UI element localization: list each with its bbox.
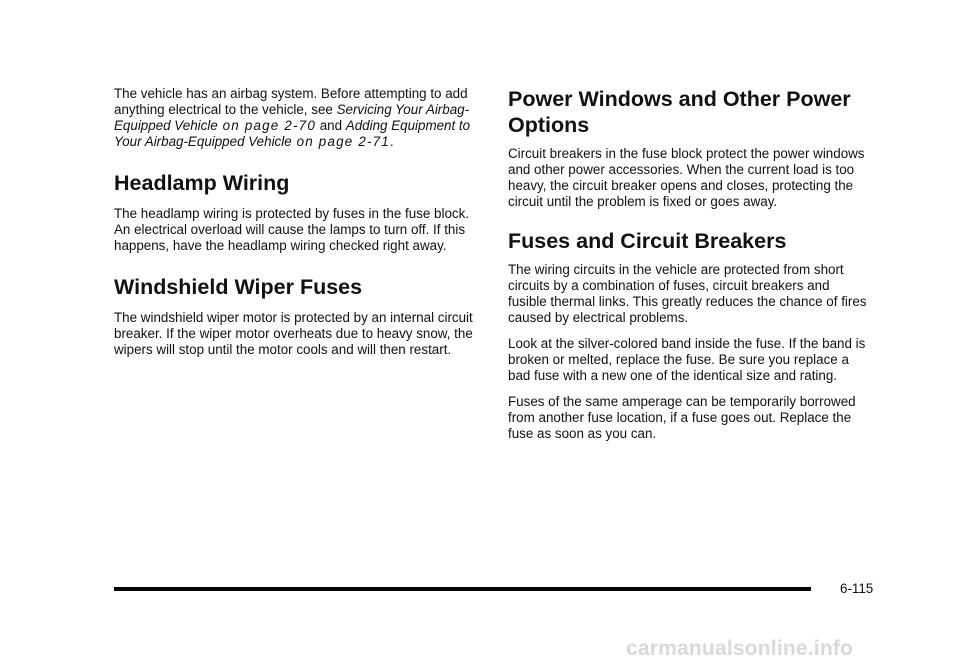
footer-rule xyxy=(114,587,811,591)
intro-period: . xyxy=(389,134,394,149)
page-ref-2-70[interactable]: on page 2-70 xyxy=(217,118,316,133)
left-column xyxy=(114,86,476,368)
watermark: carmanualsonline.info xyxy=(626,637,854,660)
heading-power-windows: Power Windows and Other Power Options xyxy=(508,87,851,137)
fuses-paragraph-1: The wiring circuits in the vehicle are protected from short circuits by a combination of fuses, circuit breakers and fusible thermal links. This greatly reduces the chance of fires caused by electrical problems. xyxy=(508,262,867,325)
link-servicing-airbag[interactable]: Servicing Your Airbag-Equipped Vehicle xyxy=(114,102,470,133)
power-windows-paragraph: Circuit breakers in the fuse block protect the power windows and other power accessories. When the current load is too heavy, the circuit breaker opens and closes, protecting the circuit until the problem is fixed or goes away. xyxy=(508,146,865,209)
heading-windshield-wiper-fuses: Windshield Wiper Fuses xyxy=(114,275,363,299)
heading-fuses-circuit-breakers: Fuses and Circuit Breakers xyxy=(508,229,787,253)
link-adding-equipment[interactable]: Adding Equipment to Your Airbag-Equipped Vehicle xyxy=(114,118,471,149)
airbag-intro-paragraph xyxy=(114,86,476,150)
intro-text: The vehicle has an airbag system. Before attempting to add anything electrical to the vehicle, see xyxy=(114,86,468,117)
intro-and: and xyxy=(315,118,346,133)
page-ref-2-71[interactable]: on page 2-71 xyxy=(291,134,390,149)
fuses-paragraph-3: Fuses of the same amperage can be temporarily borrowed from another fuse location, if a fuse goes out. Replace the fuse as soon as you can. xyxy=(508,394,856,441)
heading-headlamp-wiring: Headlamp Wiring xyxy=(114,171,290,195)
windshield-wiper-paragraph: The windshield wiper motor is protected by an internal circuit breaker. If the wiper motor overheats due to heavy snow, the wipers will stop until the motor cools and will then restart. xyxy=(114,310,473,357)
right-column xyxy=(508,86,870,452)
page-number: 6-115 xyxy=(840,581,874,596)
headlamp-wiring-paragraph: The headlamp wiring is protected by fuses in the fuse block. An electrical overload will cause the lamps to turn off. If this happens, have the headlamp wiring checked right away. xyxy=(114,206,470,253)
fuses-paragraph-2: Look at the silver-colored band inside the fuse. If the band is broken or melted, replace the fuse. Be sure you replace a bad fuse with a new one of the identical size and rating. xyxy=(508,336,866,383)
